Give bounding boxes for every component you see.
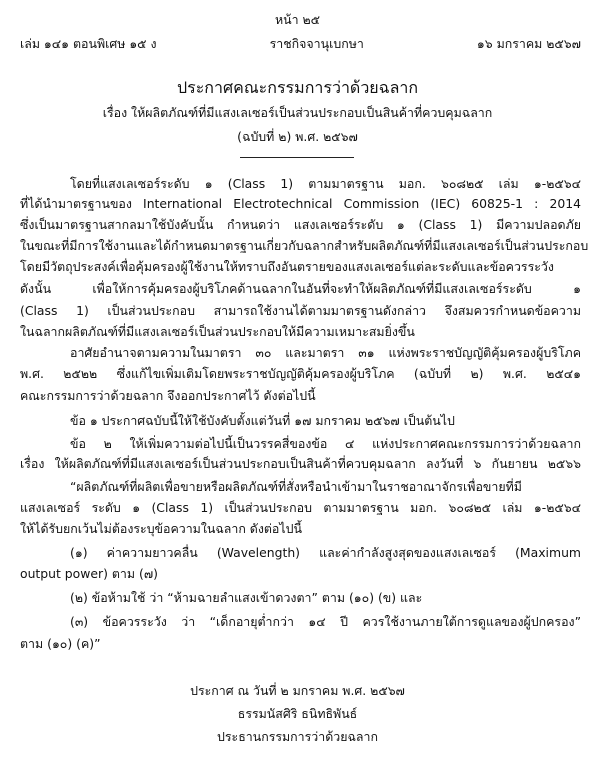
document-subject: เรื่อง ให้ผลิตภัณฑ์ที่มีแสงเลเซอร์เป็นส่วนประกอบเป็นสินค้าที่ควบคุมฉลาก [102,105,493,120]
body-line: “ผลิตภัณฑ์ที่ผลิตเพื่อขายหรือผลิตภัณฑ์ที่สั่งหรือนำเข้ามาในราชอาณาจักรเพื่อขายที่มี [70,479,522,494]
list-item: ตาม (๑๐) (ค)” [20,636,101,651]
body-line: (Class 1) เป็นส่วนประกอบ สามารถใช้งานได้ตามมาตรฐานดังกล่าว จึงสมควรกำหนดข้อความ [20,303,581,318]
document-edition: (ฉบับที่ ๒) พ.ศ. ๒๕๖๗ [237,129,358,144]
body-line: ให้ได้รับยกเว้นไม่ต้องระบุข้อความในฉลาก ดังต่อไปนี้ [20,521,302,536]
page-number: หน้า ๒๕ [274,12,321,27]
document-title: ประกาศคณะกรรมการว่าด้วยฉลาก [176,78,419,97]
gazette-name: ราชกิจจานุเบกษา [269,36,364,51]
clause-1: ข้อ ๑ ประกาศฉบับนี้ให้ใช้บังคับตั้งแต่วันที่ ๑๗ มกราคม ๒๕๖๗ เป็นต้นไป [70,413,455,428]
body-line: แสงเลเซอร์ ระดับ ๑ (Class 1) เป็นส่วนประกอบ ตามมาตรฐาน มอก. ๖๐๘๒๕ เล่ม ๑-๒๕๖๔ [20,500,581,515]
body-line: อาศัยอำนาจตามความในมาตรา ๓๐ และมาตรา ๓๑ แห่งพระราชบัญญัติคุ้มครองผู้บริโภค [70,345,581,360]
body-line: ในขณะที่มีการใช้งานและได้กำหนดมาตรฐานเกี่ยวกับฉลากสำหรับผลิตภัณฑ์ที่มีแสงเลเซอร์เป็นส่วนประกอบ [20,238,589,253]
body-line: ดังนั้น เพื่อให้การคุ้มครองผู้บริโภคด้านฉลากในอันที่จะทำให้ผลิตภัณฑ์ที่มีแสงเลเซอร์ระดับ ๑ [20,281,581,296]
body-line: ในฉลากผลิตภัณฑ์ที่มีแสงเลเซอร์เป็นส่วนประกอบให้มีความเหมาะสมยิ่งขึ้น [20,324,415,339]
body-line: โดยที่แสงเลเซอร์ระดับ ๑ (Class 1) ตามมาตรฐาน มอก. ๖๐๘๒๕ เล่ม ๑-๒๕๖๔ [70,176,581,191]
title-divider [240,157,354,158]
gazette-header [20,36,581,52]
body-line: พ.ศ. ๒๕๒๒ ซึ่งแก้ไขเพิ่มเติมโดยพระราชบัญญัติคุ้มครองผู้บริโภค (ฉบับที่ ๒) พ.ศ. ๒๕๔๑ [20,366,581,381]
clause-2: ข้อ ๒ ให้เพิ่มความต่อไปนี้เป็นวรรคสี่ของข้อ ๔ แห่งประกาศคณะกรรมการว่าด้วยฉลาก [70,436,581,451]
signatory-position: ประธานกรรมการว่าด้วยฉลาก [217,729,378,744]
body-line: โดยมีวัตถุประสงค์เพื่อคุ้มครองผู้ใช้งานให้ทราบถึงอันตรายของแสงเลเซอร์แต่ละระดับและข้อควรระวัง [20,259,554,274]
signatory-name: ธรรมนัสศิริ ธนิทธิพันธ์ [237,706,358,721]
body-line: ที่ได้นำมาตรฐานของ International Electrotechnical Commission (IEC) 60825-1 : 2014 [20,196,581,211]
list-item: (๒) ข้อห้ามใช้ ว่า “ห้ามฉายลำแสงเข้าดวงตา” ตาม (๑๐) (ข) และ [70,590,423,605]
body-line: ซึ่งเป็นมาตรฐานสากลมาใช้บังคับนั้น กำหนดว่า แสงเลเซอร์ระดับ ๑ (Class 1) มีความปลอดภัย [20,217,581,232]
body-line: คณะกรรมการว่าด้วยฉลาก จึงออกประกาศไว้ ดังต่อไปนี้ [20,388,316,403]
list-item: (๑) ค่าความยาวคลื่น (Wavelength) และค่ากำลังสูงสุดของแสงเลเซอร์ (Maximum [70,545,581,560]
body-line: เรื่อง ให้ผลิตภัณฑ์ที่มีแสงเลเซอร์เป็นส่วนประกอบเป็นสินค้าที่ควบคุมฉลาก ลงวันที่ ๖ กันยายน ๒๕๖๖ [20,456,581,471]
signature-date: ประกาศ ณ วันที่ ๒ มกราคม พ.ศ. ๒๕๖๗ [190,683,405,698]
list-item: output power) ตาม (๗) [20,566,158,581]
gazette-date: ๑๖ มกราคม ๒๕๖๗ [476,36,581,51]
list-item: (๓) ข้อควรระวัง ว่า “เด็กอายุต่ำกว่า ๑๔ ปี ควรใช้งานภายใต้การดูแลของผู้ปกครอง” [70,614,581,629]
gazette-volume: เล่ม ๑๔๑ ตอนพิเศษ ๑๕ ง [20,36,157,51]
